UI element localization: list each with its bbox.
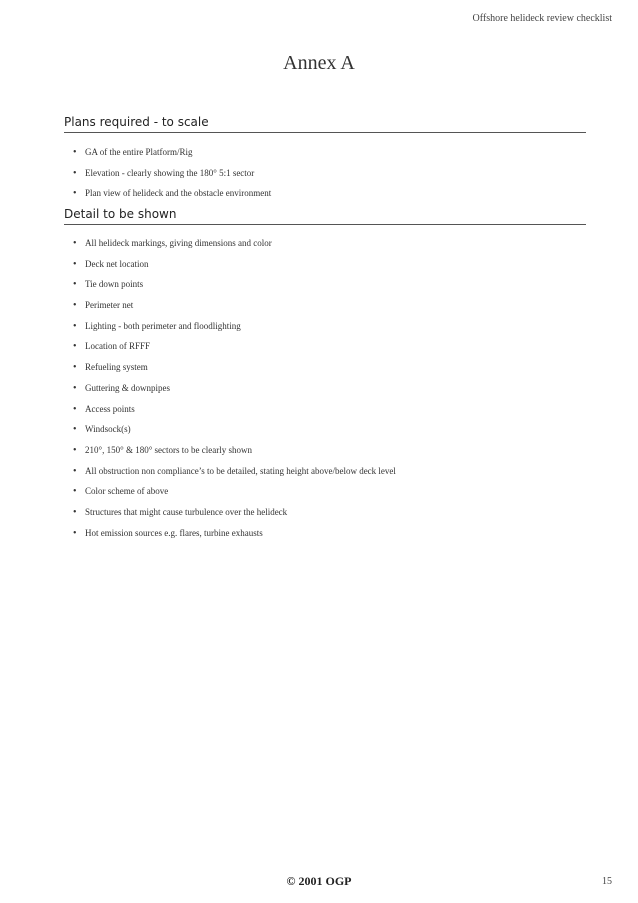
bullet-icon: • [73,238,77,249]
list-item [73,254,586,275]
list-item [73,461,586,482]
list-item-text: Lighting - both perimeter and floodlighting [85,320,241,331]
running-header: Offshore helideck review checklist [472,13,612,24]
bullet-icon: • [73,403,77,415]
bullet-icon: • [73,424,77,436]
bullet-icon: • [73,300,77,312]
list-item [73,523,586,544]
bullet-list [64,225,586,543]
list-item-text: Location of RFFF [85,341,151,352]
bullet-icon: • [73,320,77,332]
list-item [73,481,586,502]
bullet-icon: • [73,167,77,179]
list-item-text: Plan view of helideck and the obstacle environment [85,188,272,199]
section-detail-to-be-shown [64,207,586,543]
list-item-text: Tie down points [85,279,144,290]
list-item-text: Perimeter net [85,300,134,311]
list-item-text: All helideck markings, giving dimensions and color [85,238,272,248]
bullet-icon: • [73,382,77,394]
list-item-text: Structures that might cause turbulence over the helideck [85,506,288,517]
list-item [73,142,586,163]
list-item [73,357,586,378]
bullet-icon: • [73,486,77,498]
section-plans-required [64,115,586,204]
list-item [73,274,586,295]
list-item [73,399,586,420]
list-item-text: Guttering & downpipes [85,382,170,393]
list-item-text: Deck net location [85,258,149,269]
list-item-text: All obstruction non compliance’s to be detailed, stating height above/below deck level [85,465,396,476]
list-item-text: Elevation - clearly showing the 180° 5:1 sector [85,167,255,178]
list-item [73,183,586,204]
list-item [73,295,586,316]
list-item-text: 210°, 150° & 180° sectors to be clearly shown [85,444,253,455]
bullet-icon: • [73,258,77,270]
list-item [73,336,586,357]
bullet-icon: • [73,527,77,539]
list-item-text: Windsock(s) [85,424,131,435]
list-item [73,316,586,337]
bullet-list [64,133,586,204]
bullet-icon: • [73,444,77,456]
list-item [73,378,586,399]
section-heading: Plans required - to scale [64,115,586,133]
bullet-icon: • [73,147,77,158]
bullet-icon: • [73,506,77,518]
list-item-text: Refueling system [85,362,148,373]
page-title: Annex A [283,52,355,74]
bullet-icon: • [73,279,77,291]
list-item-text: Color scheme of above [85,486,169,497]
list-item [73,163,586,184]
list-item [73,233,586,254]
footer-copyright: © 2001 OGP [286,874,352,888]
list-item-text: Hot emission sources e.g. flares, turbine exhausts [85,527,263,538]
bullet-icon: • [73,465,77,477]
bullet-icon: • [73,362,77,374]
page-number: 15 [602,876,612,887]
list-item [73,502,586,523]
list-item-text: Access points [85,403,135,414]
bullet-icon: • [73,188,77,200]
list-item-text: GA of the entire Platform/Rig [85,147,193,157]
section-heading: Detail to be shown [64,207,586,225]
list-item [73,440,586,461]
bullet-icon: • [73,341,77,353]
list-item [73,419,586,440]
